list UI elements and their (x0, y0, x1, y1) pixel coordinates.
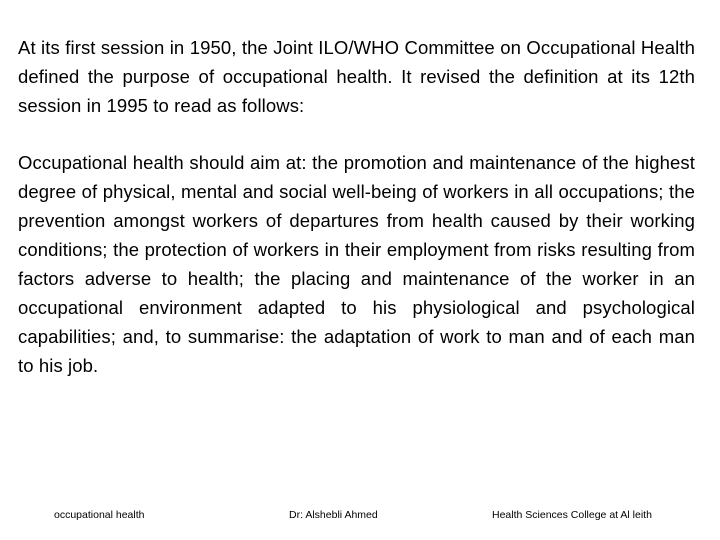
footer-topic: occupational health (54, 509, 145, 521)
footer-institution: Health Sciences College at Al leith (492, 509, 652, 521)
definition-paragraph: Occupational health should aim at: the promotion and maintenance of the highest degree of physical, mental and social well-being of workers in all occupations; the prevention amongst workers of departures from health caused by their working conditions; the protection of workers in their employment from risks resulting from factors adverse to health; the placing and maintenance of the worker in an occupational environment adapted to his physiological and psychological capabilities; and, to summarise: the adaptation of work to man and of each man to his job. (18, 152, 695, 376)
intro-paragraph: At its first session in 1950, the Joint ILO/WHO Committee on Occupational Health defined the purpose of occupational health. It revised the definition at its 12th session in 1995 to read as follows: (18, 37, 695, 116)
footer-author: Dr: Alshebli Ahmed (289, 509, 378, 521)
slide-body (18, 33, 695, 380)
slide-footer (0, 507, 720, 523)
